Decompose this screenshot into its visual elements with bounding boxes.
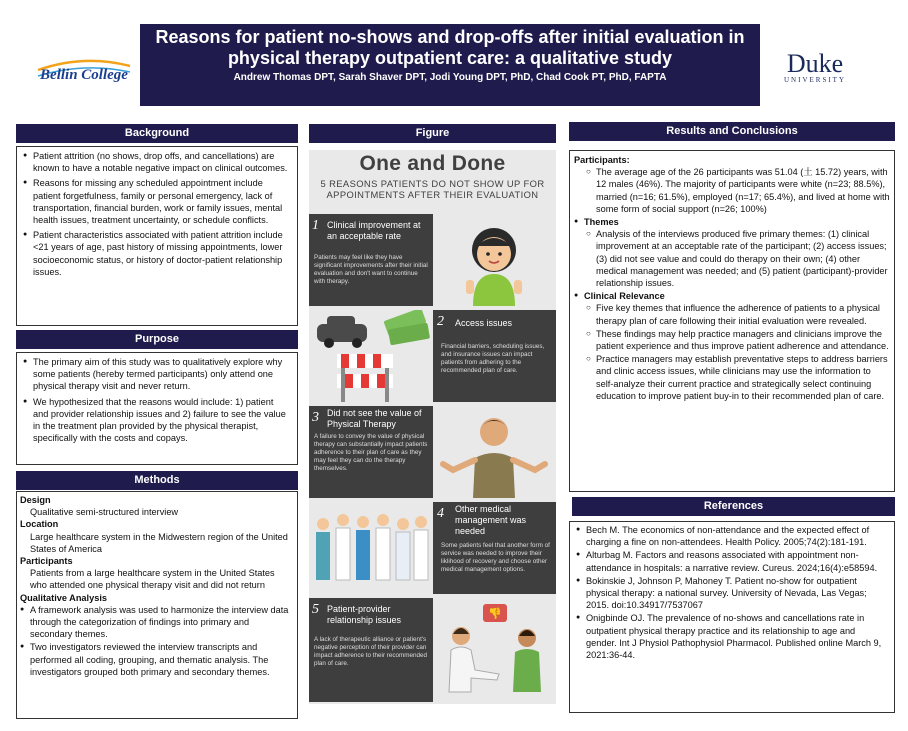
background-box [16, 146, 298, 326]
relevance-item: ○ These findings may help practice managers and clinicians improve the patient experience and thus improve patient adherence and attendance. [586, 328, 890, 352]
reason-1-text: Patients may feel like they have significant improvements after their initial evaluation and don't want to continue with therapy. [314, 254, 428, 285]
analysis-bullet: ● Two investigators reviewed the interview transcripts and performed all coding, grouping, and thematic analysis. The investigators grouped both primary and secondary themes. [20, 641, 291, 678]
design-label: Design [20, 495, 51, 505]
reason-1-title: Clinical improvement at an acceptable rate [327, 220, 421, 241]
location-label: Location [20, 519, 59, 530]
results-box [569, 150, 895, 492]
reference-item: ● Bech M. The economics of non-attendance and the expected effect of charging a fine on non-attendees. Health Policy. 2005;74(2):181-191. [576, 524, 888, 548]
themes-label: ● Themes [574, 216, 890, 228]
infographic [309, 150, 556, 704]
reason-5-title: Patient-provider relationship issues [327, 604, 402, 625]
infographic-subtitle: 5 REASONS PATIENTS DO NOT SHOW UP FOR APPOINTMENTS AFTER THEIR EVALUATION [320, 178, 545, 200]
design-text: Qualitative semi-structured interview [30, 507, 179, 518]
car-money-barrier-illustration [315, 310, 433, 402]
themes-text: ○ Analysis of the interviews produced five primary themes: (1) clinical improvement at an acceptable rate of the participant; (2) access issues; (3) did not see value and could do therapy on their own; (4) other medical management was needed; and (5) patient (participant)-provider relationship issues. [586, 228, 890, 289]
analysis-label: Qualitative Analysis [20, 592, 107, 603]
reason-1-panel: 1 Clinical improvement at an acceptable rate Patients may feel like they have significant improvements after their initial evaluation and don't want to continue with therapy. [309, 214, 433, 306]
happy-patient-illustration [449, 216, 539, 306]
svg-text:Bellin College: Bellin College [40, 67, 128, 83]
authors: Andrew Thomas DPT, Sarah Shaver DPT, Jodi Young DPT, PhD, Chad Cook PT, PhD, FAPTA [233, 72, 667, 83]
svg-text:👎: 👎 [488, 607, 502, 620]
reason-2-title: Access issues [455, 318, 513, 328]
reason-3-title: Did not see the value of Physical Therapy [327, 408, 422, 429]
infographic-title: One and Done [359, 152, 506, 175]
poster-header [140, 24, 760, 106]
svg-text:UNIVERSITY: UNIVERSITY [784, 76, 846, 84]
duke-university-logo [770, 48, 860, 88]
results-participants-text: ○ The average age of the 26 participants was 51.04 (土 15.72) years, with 12 males (46%). The majority of participants were white (n=23; 88.5%), married (n=16; 61.5%), employed (n=17; 65.4%), and lived at home with some form of social support (n=26; 100%) [586, 166, 890, 215]
participants-label: Participants [20, 556, 73, 567]
methods-heading: Methods [16, 471, 298, 490]
background-bullet: ● Patient attrition (no shows, drop offs, and cancellations) are known to have a notable negative impact on clinical outcomes. [23, 150, 291, 174]
purpose-box [16, 352, 298, 465]
reference-item: ● Alturbag M. Factors and reasons associated with appointment non-attendance in hospitals: a narrative review. Cureus. 2024;16(4):e58594. [576, 549, 888, 573]
reason-4-title: Other medical management was needed [455, 504, 527, 536]
purpose-bullet: ● The primary aim of this study was to qualitatively explore why some patients (hereby termed participants) only attend one physical therapy visit and never return. [23, 356, 291, 393]
results-participants-label: Participants: [574, 155, 630, 165]
background-bullet: ● Patient characteristics associated with patient attrition include <21 years of age, past history of missing appointments, lower socioeconomic status, or history of doctor-patient relationship issues. [23, 229, 291, 278]
reason-3-panel: 3 Did not see the value of Physical Therapy A failure to convey the value of physical therapy can substantially impact patients adherence to their plan of care as they may feel they can do the therapy themselves. [309, 406, 433, 498]
patient-provider-conversation-illustration [439, 600, 551, 700]
shrugging-man-illustration [439, 408, 549, 498]
figure-heading: Figure [309, 124, 556, 143]
purpose-heading: Purpose [16, 330, 298, 349]
background-bullet: ● Reasons for missing any scheduled appointment include patient forgetfulness, family or personal emergency, lack of transportation, financial burden, work or family issues, mental health issues, treatment uncertainty, or schedule conflicts. [23, 177, 291, 226]
purpose-bullet: ● We hypothesized that the reasons would include: 1) patient and provider relationship issues and 2) failure to see the value in the treatment plan provided by the physical therapist, specifically with the costs and copays. [23, 396, 291, 445]
reason-5-panel: 5 Patient-provider relationship issues A lack of therapeutic alliance or patient's negative perception of their provider can impact adherence to their recommended plan of care. [309, 598, 433, 702]
participants-text: Patients from a large healthcare system in the United States who attended one physical therapy visit and did not return [30, 568, 275, 591]
background-heading: Background [16, 124, 298, 143]
svg-text:Duke: Duke [786, 49, 844, 78]
reason-5-text: A lack of therapeutic alliance or patient's negative perception of their provider can impact adherence to their recommended plan of care. [314, 636, 428, 667]
reason-4-text: Some patients feel that another form of service was needed to improve their liklihood of recovery and choose other medical management options. [441, 542, 550, 573]
references-box [569, 521, 895, 713]
bellin-college-logo [34, 52, 134, 86]
relevance-item: ○ Five key themes that influence the adherence of patients to a physical therapy plan of care following their initial evaluation were revealed. [586, 302, 890, 326]
location-text: Large healthcare system in the Midwestern region of the United States of America [30, 531, 288, 554]
poster-title: Reasons for patient no-shows and drop-offs after initial evaluation in physical therapy outpatient care: a qualitative study [155, 27, 745, 68]
methods-box [16, 491, 298, 719]
results-heading: Results and Conclusions [569, 122, 895, 141]
relevance-item: ○ Practice managers may establish preventative steps to address barriers and clinic access issues, while clinicians may use the information to self-analyze their current practice and strategically select continuing education to improve patient buy-in to their recommended plan of care. [586, 353, 890, 402]
medical-staff-illustration [311, 502, 431, 594]
reason-4-panel: 4 Other medical management was needed Some patients feel that another form of service was needed to improve their liklihood of recovery and choose other medical management options. [433, 502, 556, 594]
reference-item: ● Onigbinde OJ. The prevalence of no-shows and cancellations rate in outpatient physical therapy practice and its relationship to age and gender. Int J Physiol Pathophysiol Pharmacol. Published online March 9, 2021:36-44. [576, 612, 888, 661]
relevance-label: ● Clinical Relevance [574, 290, 890, 302]
analysis-bullet: ● A framework analysis was used to harmonize the interview data through the categorization of findings into primary and secondary themes. [20, 604, 291, 641]
reference-item: ● Bokinskie J, Johnson P, Mahoney T. Patient no-show for outpatient physical therapy: a national survey. University of Nevada, Las Vegas; 2015. doi:10.34917/7537067 [576, 575, 888, 612]
references-heading: References [572, 497, 895, 516]
reason-3-text: A failure to convey the value of physical therapy can substantially impact patients adherence to their plan of care as they may feel they can do the therapy themselves. [314, 433, 428, 472]
reason-2-text: Financial barriers, scheduling issues, and insurance issues can impact patients from adhering to the recommended plan of care. [441, 343, 545, 374]
reason-2-panel: 2 Access issues Financial barriers, scheduling issues, and insurance issues can impact patients from adhering to the recommended plan of care. [433, 310, 556, 402]
